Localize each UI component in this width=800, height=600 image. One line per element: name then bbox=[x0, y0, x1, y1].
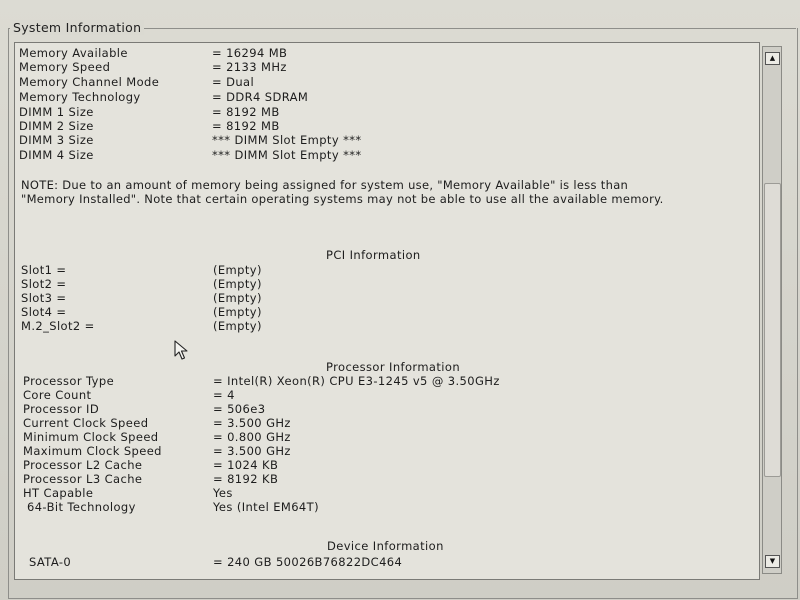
pci-slot-value: (Empty) bbox=[213, 291, 262, 305]
memory-label: DIMM 3 Size bbox=[19, 133, 94, 147]
device-value: = 240 GB 50026B76822DC464 bbox=[213, 555, 403, 569]
memory-label: Memory Channel Mode bbox=[19, 75, 160, 89]
processor-value: Yes bbox=[213, 486, 233, 500]
device-label: SATA-0 bbox=[29, 555, 72, 569]
group-title: System Information bbox=[10, 20, 144, 35]
scrollbar-thumb[interactable] bbox=[764, 183, 781, 477]
memory-value: = 2133 MHz bbox=[212, 60, 287, 74]
pci-slot-label: Slot3 = bbox=[21, 291, 67, 305]
memory-value: = 16294 MB bbox=[212, 46, 288, 60]
info-panel[interactable] bbox=[14, 42, 760, 580]
processor-value: = 0.800 GHz bbox=[213, 430, 291, 444]
processor-value: Yes (Intel EM64T) bbox=[213, 500, 319, 514]
memory-label: Memory Speed bbox=[19, 60, 111, 74]
memory-label: DIMM 1 Size bbox=[19, 105, 94, 119]
mouse-pointer-icon bbox=[174, 340, 190, 360]
processor-section-title: Processor Information bbox=[326, 360, 461, 374]
memory-label: Memory Available bbox=[19, 46, 128, 60]
processor-label: Processor Type bbox=[23, 374, 115, 388]
pci-slot-value: (Empty) bbox=[213, 277, 262, 291]
pci-slot-value: (Empty) bbox=[213, 305, 262, 319]
scroll-down-arrow-icon[interactable]: ▼ bbox=[765, 555, 780, 568]
processor-label: Core Count bbox=[23, 388, 92, 402]
memory-value: = 8192 MB bbox=[212, 105, 280, 119]
memory-value: = Dual bbox=[212, 75, 255, 89]
pci-section-title: PCI Information bbox=[326, 248, 421, 262]
memory-note: NOTE: Due to an amount of memory being assigned for system use, "Memory Available" is less than "Memory Installed". Note that certain operating systems may not be able to use all the available memory. bbox=[21, 178, 664, 206]
processor-label: Processor L3 Cache bbox=[23, 472, 143, 486]
memory-value: = DDR4 SDRAM bbox=[212, 90, 309, 104]
scroll-up-arrow-icon[interactable]: ▲ bbox=[765, 52, 780, 65]
processor-value: = 3.500 GHz bbox=[213, 444, 291, 458]
memory-value: *** DIMM Slot Empty *** bbox=[212, 148, 362, 162]
processor-label: HT Capable bbox=[23, 486, 94, 500]
processor-label: Minimum Clock Speed bbox=[23, 430, 159, 444]
pci-slot-value: (Empty) bbox=[213, 263, 262, 277]
processor-label: 64-Bit Technology bbox=[27, 500, 136, 514]
pci-slot-label: M.2_Slot2 = bbox=[21, 319, 95, 333]
pci-slot-label: Slot4 = bbox=[21, 305, 67, 319]
processor-label: Processor L2 Cache bbox=[23, 458, 143, 472]
device-section-title: Device Information bbox=[327, 539, 444, 553]
memory-value: = 8192 MB bbox=[212, 119, 280, 133]
processor-label: Processor ID bbox=[23, 402, 100, 416]
processor-label: Current Clock Speed bbox=[23, 416, 149, 430]
memory-label: DIMM 2 Size bbox=[19, 119, 94, 133]
pci-slot-label: Slot1 = bbox=[21, 263, 67, 277]
vertical-scrollbar[interactable] bbox=[762, 46, 782, 574]
memory-value: *** DIMM Slot Empty *** bbox=[212, 133, 362, 147]
processor-value: = 506e3 bbox=[213, 402, 266, 416]
processor-value: = Intel(R) Xeon(R) CPU E3-1245 v5 @ 3.50GHz bbox=[213, 374, 500, 388]
memory-label: DIMM 4 Size bbox=[19, 148, 94, 162]
processor-value: = 1024 KB bbox=[213, 458, 279, 472]
processor-value: = 3.500 GHz bbox=[213, 416, 291, 430]
pci-slot-label: Slot2 = bbox=[21, 277, 67, 291]
processor-value: = 4 bbox=[213, 388, 235, 402]
processor-value: = 8192 KB bbox=[213, 472, 279, 486]
pci-slot-value: (Empty) bbox=[213, 319, 262, 333]
processor-label: Maximum Clock Speed bbox=[23, 444, 162, 458]
memory-label: Memory Technology bbox=[19, 90, 141, 104]
